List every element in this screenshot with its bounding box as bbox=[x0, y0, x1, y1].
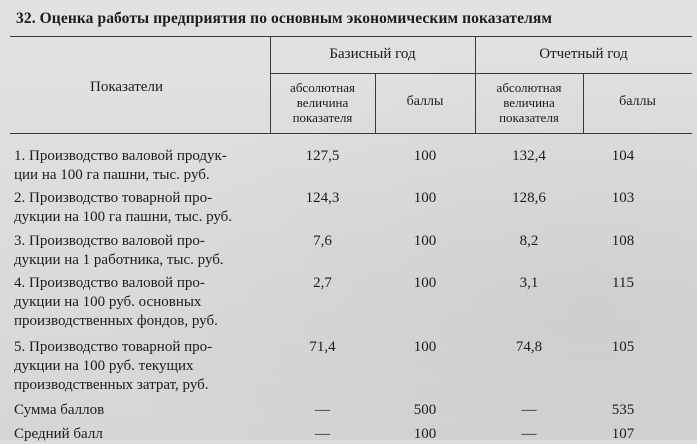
row-3-base-abs: 7,6 bbox=[313, 233, 332, 249]
header-base-abs: абсолютная величина показателя bbox=[290, 80, 355, 125]
header-report-abs: абсолютная величина показателя bbox=[496, 80, 562, 125]
row-label-4: 4. Производство валовой про- дукции на 100 руб. основных производственных фондов, руб. bbox=[14, 275, 218, 329]
row-2-report-abs: 128,6 bbox=[512, 190, 546, 206]
row-1-report-abs: 132,4 bbox=[512, 148, 546, 164]
row-label-5: 5. Производство товарной про- дукции на 100 руб. текущих производственных затрат, руб. bbox=[14, 339, 213, 393]
row-2-report-points: 103 bbox=[611, 190, 635, 206]
row-2-base-abs: 124,3 bbox=[305, 190, 340, 206]
header-report-year: Отчетный год bbox=[539, 46, 628, 62]
row-3-report-abs: 8,2 bbox=[519, 233, 539, 249]
group-header-rule bbox=[270, 73, 692, 74]
row-3-base-points: 100 bbox=[413, 233, 437, 249]
sum-report-abs: — bbox=[521, 402, 537, 418]
row-5-report-points: 105 bbox=[611, 339, 635, 355]
row-1-base-points: 100 bbox=[413, 148, 437, 164]
average-report-abs: — bbox=[521, 426, 537, 442]
row-4-base-abs: 2,7 bbox=[313, 275, 332, 291]
table-title: 32. Оценка работы предприятия по основным экономическим показателям bbox=[16, 10, 553, 27]
average-base-abs: — bbox=[315, 426, 330, 442]
table-top-rule bbox=[10, 36, 692, 37]
header-base-points: баллы bbox=[406, 94, 444, 109]
row-3-report-points: 108 bbox=[611, 233, 635, 249]
row-4-base-points: 100 bbox=[413, 275, 437, 291]
header-bottom-rule bbox=[10, 133, 692, 134]
sum-base-points: 500 bbox=[413, 402, 437, 418]
header-indicators: Показатели bbox=[90, 79, 163, 95]
row-5-base-points: 100 bbox=[413, 339, 437, 355]
row-1-report-points: 104 bbox=[611, 148, 635, 164]
header-report-points: баллы bbox=[619, 94, 656, 109]
average-base-points: 100 bbox=[413, 426, 437, 442]
header-base-year: Базисный год bbox=[329, 46, 416, 62]
row-5-report-abs: 74,8 bbox=[515, 339, 543, 355]
row-4-report-points: 115 bbox=[612, 275, 634, 291]
row-4-report-abs: 3,1 bbox=[519, 275, 539, 291]
row-label-sum: Сумма баллов bbox=[14, 402, 105, 418]
sum-report-points: 535 bbox=[611, 402, 635, 418]
row-1-base-abs: 127,5 bbox=[305, 148, 340, 164]
row-label-average: Средний балл bbox=[14, 426, 103, 442]
row-5-base-abs: 71,4 bbox=[309, 339, 336, 355]
row-label-1: 1. Производство валовой продук- ции на 100 га пашни, тыс. руб. bbox=[14, 148, 227, 183]
average-report-points: 107 bbox=[611, 426, 635, 442]
row-2-base-points: 100 bbox=[413, 190, 437, 206]
row-label-2: 2. Производство товарной про- дукции на 100 га пашни, тыс. руб. bbox=[14, 190, 233, 225]
row-label-3: 3. Производство валовой про- дукции на 1 работника, тыс. руб. bbox=[14, 233, 224, 268]
sum-base-abs: — bbox=[315, 402, 330, 418]
